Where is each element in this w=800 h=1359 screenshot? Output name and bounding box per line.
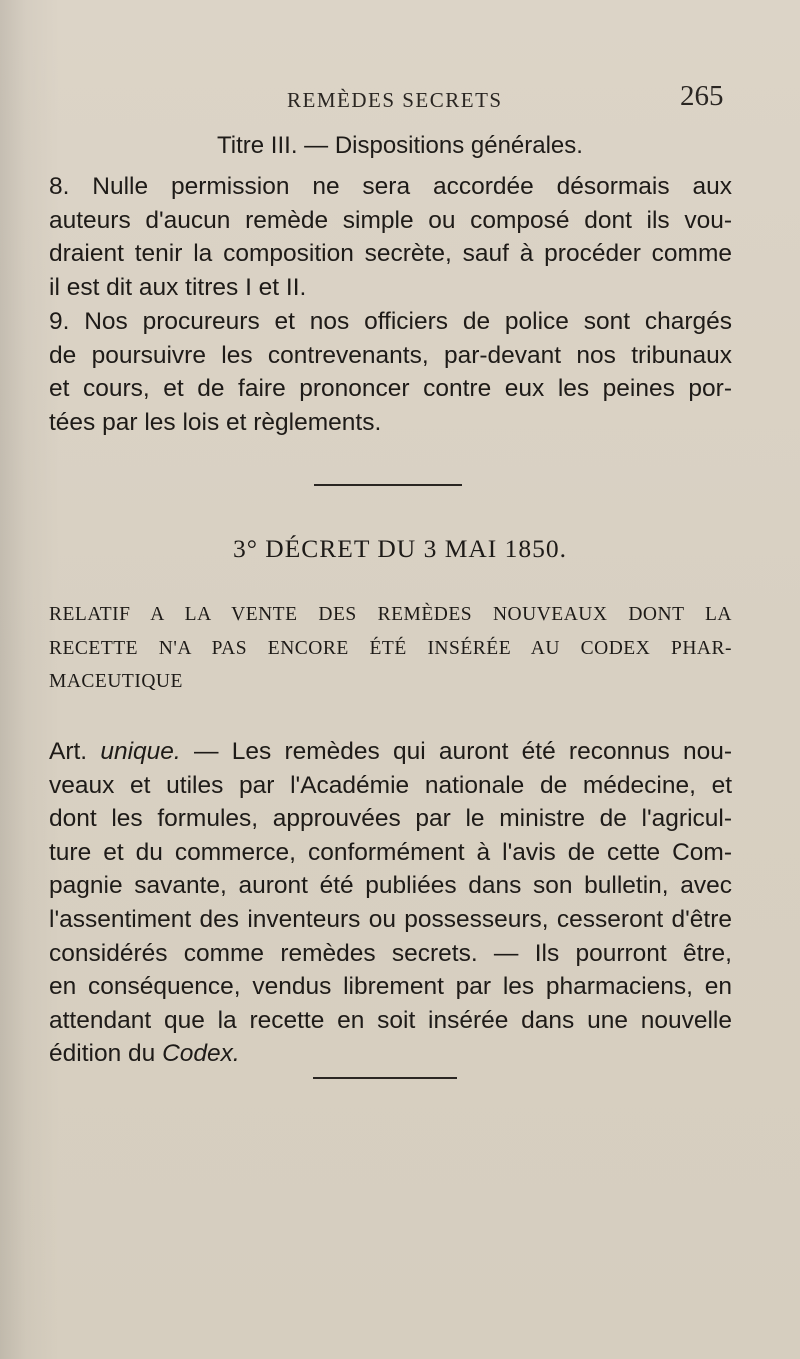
- decree-subtitle: [49, 598, 732, 699]
- text-line: ture et du commerce, conformément à l'avis de cette Com-: [49, 838, 732, 866]
- text-line: auteurs d'aucun remède simple ou composé dont ils vou-: [49, 206, 732, 234]
- article-unique: [49, 735, 732, 1071]
- text-line: MACEUTIQUE: [49, 671, 183, 693]
- article-label-italic: unique.: [100, 738, 181, 765]
- text-line: tées par les lois et règlements.: [49, 408, 382, 436]
- text-line: dont les formules, approuvées par le ministre de l'agricul-: [49, 805, 732, 833]
- text-line: de poursuivre les contrevenants, par-devant nos tribunaux: [49, 341, 732, 369]
- paragraph-9: [49, 305, 732, 439]
- text-line: et cours, et de faire prononcer contre eux les peines por-: [49, 375, 732, 403]
- article-first-line: — Les remèdes qui auront été reconnus nou-: [193, 738, 732, 765]
- text-line: attendant que la recette en soit insérée dans une nouvelle: [49, 1006, 732, 1034]
- text-line: considérés comme remèdes secrets. — Ils pourront être,: [49, 939, 732, 967]
- text-line: en conséquence, vendus librement par les pharmaciens, en: [49, 973, 732, 1001]
- page-number: 265: [680, 80, 724, 112]
- text-line: veaux et utiles par l'Académie nationale de médecine, et: [49, 771, 732, 799]
- section-divider: [314, 484, 462, 486]
- text-line: draient tenir la composition secrète, sauf à procéder comme: [49, 240, 732, 268]
- codex-italic: Codex.: [162, 1040, 240, 1068]
- running-head: REMÈDES SECRETS: [287, 88, 503, 112]
- article-label: Art.: [49, 738, 88, 765]
- text-line: 8. Nulle permission ne sera accordée désormais aux: [49, 173, 732, 200]
- section-title: Titre III. — Dispositions générales.: [217, 132, 583, 159]
- text-line: pagnie savante, auront été publiées dans son bulletin, avec: [49, 872, 732, 900]
- paragraph-8: [49, 170, 732, 304]
- text-line: RELATIF A LA VENTE DES REMÈDES NOUVEAUX DONT LA: [49, 604, 732, 625]
- end-divider: [313, 1077, 457, 1079]
- decree-title: 3° DÉCRET DU 3 MAI 1850.: [232, 534, 568, 563]
- text-line: 9. Nos procureurs et nos officiers de police sont chargés: [49, 308, 732, 335]
- text-line: RECETTE N'A PAS ENCORE ÉTÉ INSÉRÉE AU CODEX PHAR-: [49, 637, 732, 659]
- text-line: [49, 735, 732, 769]
- text-line: il est dit aux titres I et II.: [49, 273, 307, 301]
- text-line: [49, 1037, 732, 1071]
- text-line: l'assentiment des inventeurs ou possesseurs, cesseront d'être: [49, 905, 732, 933]
- article-last-line: édition du: [49, 1040, 156, 1068]
